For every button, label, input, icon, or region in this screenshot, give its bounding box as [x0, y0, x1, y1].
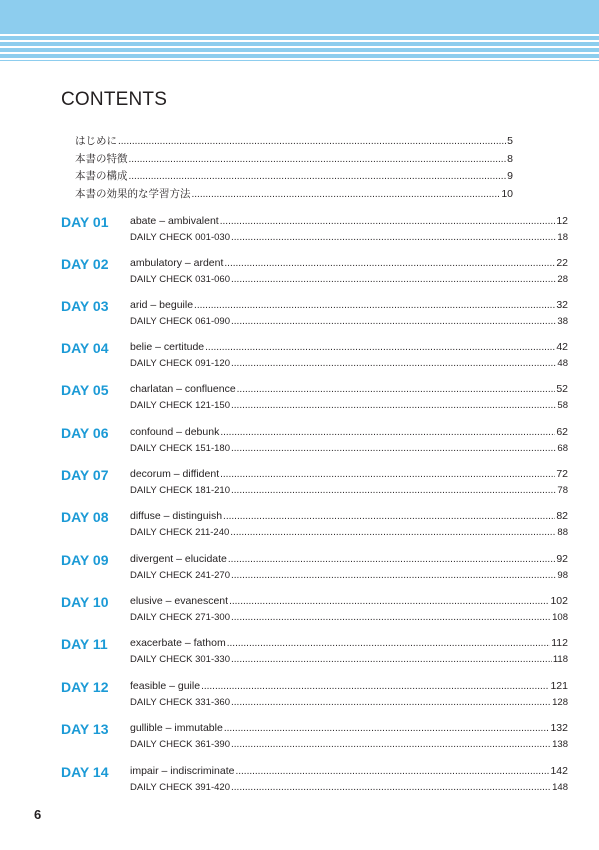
day-entry[interactable]: [130, 722, 568, 739]
entry-label: arid – beguile: [130, 299, 194, 311]
day-entry[interactable]: [130, 765, 568, 782]
entry-page: 121: [550, 680, 568, 692]
intro-list: [75, 133, 513, 203]
leader-dots: [231, 232, 556, 243]
entry-label: impair – indiscriminate: [130, 765, 235, 777]
leader-dots: [235, 766, 549, 777]
day-label: DAY 13: [61, 721, 109, 737]
entry-label: DAILY CHECK 331-360: [130, 697, 230, 708]
entry-label: gullible – immutable: [130, 722, 223, 734]
daily-check-entry[interactable]: [130, 697, 568, 714]
entry-label: diffuse – distinguish: [130, 510, 223, 522]
entry-page: 22: [556, 257, 568, 269]
entry-label: DAILY CHECK 301-330: [130, 654, 230, 665]
entry-label: DAILY CHECK 151-180: [130, 443, 230, 454]
entry-label: DAILY CHECK 001-030: [130, 232, 230, 243]
day-entry[interactable]: [130, 341, 568, 358]
day-label: DAY 11: [61, 636, 108, 652]
entry-label: DAILY CHECK 091-120: [130, 358, 230, 369]
leader-dots: [224, 258, 555, 269]
page-title: CONTENTS: [61, 89, 168, 110]
entry-label: charlatan – confluence: [130, 383, 236, 395]
leader-dots: [230, 527, 556, 538]
entry-label: DAILY CHECK 241-270: [130, 570, 230, 581]
entry-page: 102: [550, 595, 568, 607]
day-label: DAY 09: [61, 552, 109, 568]
leader-dots: [229, 596, 549, 607]
entry-page: 18: [557, 232, 568, 243]
header-stripe: [0, 58, 599, 60]
entry-label: feasible – guile: [130, 680, 201, 692]
header-stripe: [0, 40, 599, 42]
entry-page: 98: [557, 570, 568, 581]
day-entry[interactable]: [130, 595, 568, 612]
daily-check-entry[interactable]: [130, 570, 568, 587]
entry-page: 52: [556, 383, 568, 395]
entry-page: 108: [552, 612, 568, 623]
leader-dots: [231, 612, 551, 623]
day-label: DAY 10: [61, 594, 109, 610]
entry-page: 138: [552, 739, 568, 750]
daily-check-entry[interactable]: [130, 443, 568, 460]
entry-label: DAILY CHECK 391-420: [130, 782, 230, 793]
entry-page: 5: [507, 135, 513, 147]
entry-label: DAILY CHECK 031-060: [130, 274, 230, 285]
leader-dots: [231, 782, 551, 793]
day-label: DAY 14: [61, 764, 109, 780]
header-stripe: [0, 34, 599, 36]
daily-check-entry[interactable]: [130, 527, 568, 544]
entry-label: confound – debunk: [130, 426, 220, 438]
entry-label: abate – ambivalent: [130, 215, 219, 227]
entry-page: 82: [556, 510, 568, 522]
day-label: DAY 12: [61, 679, 109, 695]
entry-page: 48: [557, 358, 568, 369]
leader-dots: [231, 443, 556, 454]
entry-label: ambulatory – ardent: [130, 257, 224, 269]
entry-label: 本書の構成: [75, 170, 128, 182]
leader-dots: [129, 154, 507, 165]
day-entry[interactable]: [130, 468, 568, 485]
header-band: [0, 0, 599, 61]
leader-dots: [220, 427, 555, 438]
entry-page: 68: [557, 443, 568, 454]
entry-page: 72: [556, 468, 568, 480]
entry-label: 本書の特徴: [75, 152, 128, 165]
entry-page: 58: [557, 400, 568, 411]
entry-page: 92: [556, 553, 568, 565]
day-label: DAY 05: [61, 382, 109, 398]
day-label: DAY 07: [61, 467, 109, 483]
entry-page: 12: [556, 215, 568, 227]
day-entry[interactable]: [130, 299, 568, 316]
daily-check-entry[interactable]: [130, 782, 568, 799]
leader-dots: [118, 136, 506, 147]
leader-dots: [231, 400, 556, 411]
entry-label: DAILY CHECK 271-300: [130, 612, 230, 623]
entry-page: 42: [556, 341, 568, 353]
day-entry[interactable]: [130, 510, 568, 527]
entry-label: decorum – diffident: [130, 468, 220, 480]
entry-label: DAILY CHECK 361-390: [130, 739, 230, 750]
entry-label: DAILY CHECK 121-150: [130, 400, 230, 411]
daily-check-entry[interactable]: [130, 358, 568, 375]
entry-page: 118: [552, 654, 568, 665]
intro-entry[interactable]: [75, 186, 513, 204]
leader-dots: [224, 723, 550, 734]
entry-label: 本書の効果的な学習方法: [75, 187, 191, 200]
intro-entry[interactable]: [75, 133, 513, 151]
entry-page: 112: [551, 637, 568, 649]
entry-page: 142: [550, 765, 568, 777]
entry-page: 8: [507, 152, 513, 165]
entry-page: 32: [556, 299, 568, 311]
daily-check-entry[interactable]: [130, 485, 568, 502]
day-entry[interactable]: [130, 215, 568, 232]
daily-check-entry[interactable]: [130, 739, 568, 756]
entry-label: DAILY CHECK 181-210: [130, 485, 230, 496]
daily-check-entry[interactable]: [130, 654, 568, 671]
leader-dots: [231, 358, 556, 369]
leader-dots: [201, 681, 549, 692]
entry-label: divergent – elucidate: [130, 553, 227, 565]
entry-label: exacerbate – fathom: [130, 637, 226, 649]
day-label: DAY 01: [61, 214, 109, 230]
leader-dots: [205, 342, 555, 353]
entry-page: 9: [507, 170, 513, 182]
leader-dots: [220, 216, 556, 227]
day-label: DAY 02: [61, 256, 109, 272]
entry-page: 78: [557, 485, 568, 496]
entry-page: 28: [557, 274, 568, 285]
header-stripe: [0, 52, 599, 54]
day-entry[interactable]: [130, 426, 568, 443]
page-number: 6: [34, 807, 42, 822]
leader-dots: [129, 171, 507, 182]
day-entry[interactable]: [130, 637, 568, 654]
entry-page: 38: [557, 316, 568, 327]
leader-dots: [231, 274, 556, 285]
leader-dots: [237, 384, 556, 395]
leader-dots: [231, 654, 552, 665]
leader-dots: [220, 469, 555, 480]
entry-label: belie – certitude: [130, 341, 205, 353]
daily-check-entry[interactable]: [130, 316, 568, 333]
entry-page: 62: [556, 426, 568, 438]
day-entry[interactable]: [130, 553, 568, 570]
leader-dots: [231, 316, 556, 327]
day-label: DAY 03: [61, 298, 109, 314]
day-entry[interactable]: [130, 257, 568, 274]
day-label: DAY 08: [61, 509, 109, 525]
leader-dots: [228, 554, 555, 565]
entry-label: はじめに: [75, 135, 117, 147]
day-entry[interactable]: [130, 680, 568, 697]
daily-check-entry[interactable]: [130, 232, 568, 249]
intro-entry[interactable]: [75, 168, 513, 186]
daily-check-entry[interactable]: [130, 400, 568, 417]
leader-dots: [231, 570, 556, 581]
entry-page: 128: [552, 697, 568, 708]
leader-dots: [231, 485, 556, 496]
entry-label: elusive – evanescent: [130, 595, 229, 607]
leader-dots: [227, 638, 551, 649]
entry-page: 10: [501, 187, 513, 200]
daily-check-entry[interactable]: [130, 274, 568, 291]
entry-label: DAILY CHECK 061-090: [130, 316, 230, 327]
leader-dots: [223, 511, 555, 522]
header-stripe: [0, 46, 599, 48]
entry-page: 148: [552, 782, 568, 793]
day-label: DAY 04: [61, 340, 109, 356]
entry-page: 132: [550, 722, 568, 734]
day-label: DAY 06: [61, 425, 109, 441]
leader-dots: [192, 189, 501, 200]
leader-dots: [231, 739, 551, 750]
day-entry[interactable]: [130, 383, 568, 400]
intro-entry[interactable]: [75, 151, 513, 169]
leader-dots: [231, 697, 551, 708]
daily-check-entry[interactable]: [130, 612, 568, 629]
leader-dots: [194, 300, 555, 311]
entry-label: DAILY CHECK 211-240: [130, 527, 230, 538]
entry-page: 88: [557, 527, 568, 538]
